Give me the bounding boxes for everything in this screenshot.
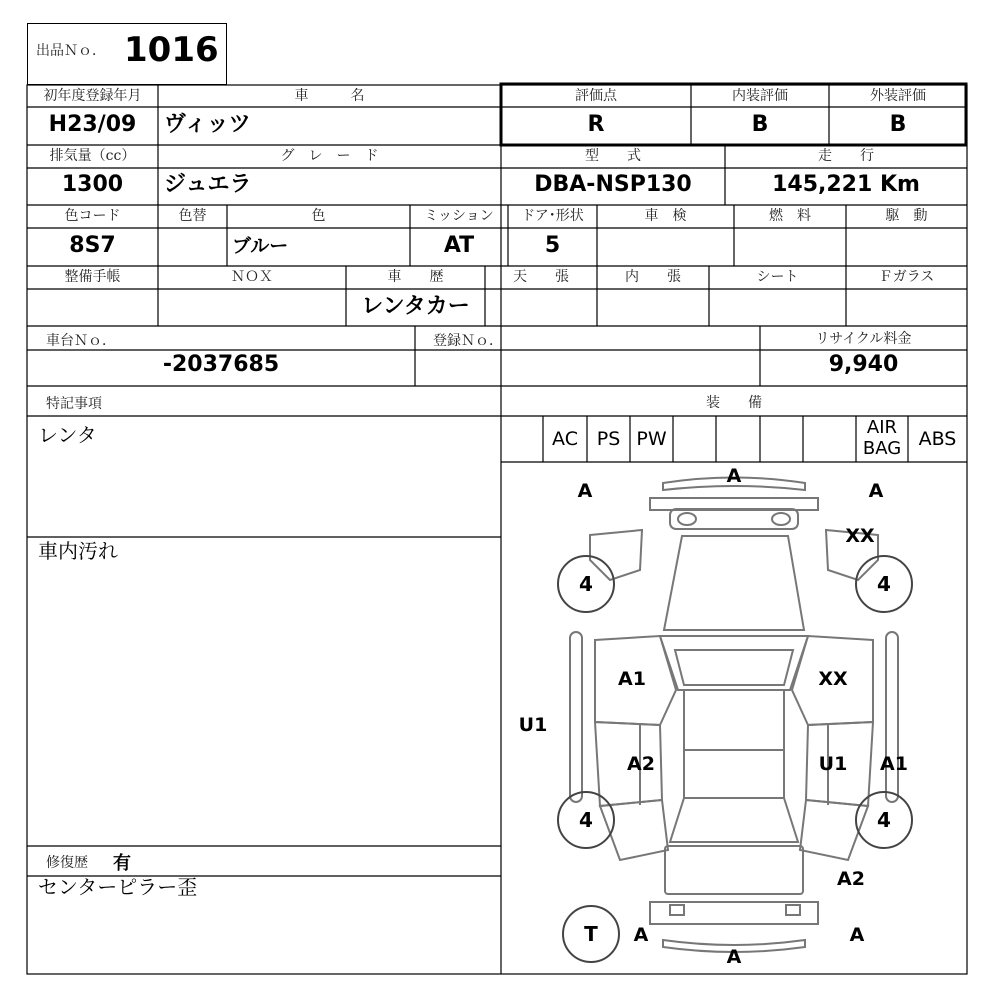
transmission-label: ミッション [424,208,494,224]
seat-label: シート [756,269,799,285]
service-record-label: 整備手帳 [64,269,121,285]
special-note-rental: レンタ [38,423,97,447]
tire-front-left: 4 [557,555,615,613]
drive-label: 駆 動 [885,208,928,224]
equipment-item-airbag: AIR BAG [862,417,902,459]
color-code-label: 色コード [64,208,121,224]
ceiling-label: 天 張 [513,269,569,285]
car-name-value: ヴィッツ [164,112,251,137]
first-registration-label: 初年度登録年月 [43,88,142,104]
model-value: DBA-NSP130 [534,172,692,197]
damage-mark-right-rear-quarter: A2 [837,868,865,890]
repair-history-value: 有 [113,853,131,874]
equipment-item-ps: PS [596,428,621,450]
damage-mark-rear-center: A [726,946,742,968]
damage-mark-left-rear-door: A2 [627,753,655,775]
damage-mark-rear-left: A [633,924,649,946]
nox-label: ＮＯＸ [231,269,273,285]
score-value: R [587,112,605,137]
interior-rating-value: B [751,112,769,137]
tire-rear-right: 4 [855,791,913,849]
exterior-rating-label: 外装評価 [870,88,926,104]
color-label: 色 [311,208,326,224]
tire-rear-left: 4 [557,791,615,849]
displacement-value: 1300 [61,172,124,197]
interior-rating-label: 内装評価 [732,88,788,104]
damage-mark-rear-right: A [849,924,865,946]
first-registration-value: H23/09 [48,112,137,137]
damage-mark-right-front-fender: XX [845,525,875,547]
car-name-label: 車 名 [294,88,365,104]
equipment-item-pw: PW [636,428,667,450]
model-label: 型 式 [585,148,641,164]
tire-front-right: 4 [855,555,913,613]
damage-mark-front-center: A [726,465,742,487]
mileage-label: 走 行 [818,148,874,164]
damage-mark-front-right: A [868,480,884,502]
transmission-value: AT [443,233,475,258]
repair-history-label: 修復歴 [46,855,88,871]
color-code-value: 8S7 [69,233,116,258]
recycle-fee-value: 9,940 [828,352,899,377]
spare-tire: T [562,905,620,963]
inspection-label: 車 検 [644,208,687,224]
recycle-fee-label: リサイクル料金 [815,331,912,347]
damage-mark-right-sill: U1 [818,753,848,775]
repair-note: センターピラー歪 [38,875,198,899]
damage-mark-right-rear-door: A1 [880,753,908,775]
fuel-label: 燃 料 [769,208,811,224]
equipment-item-ac: AC [552,428,578,450]
special-note-interior-dirt: 車内汚れ [38,539,118,563]
exterior-rating-value: B [889,112,907,137]
displacement-label: 排気量（cc） [49,148,136,164]
repaint-label: 色替 [178,208,207,224]
grade-value: ジュエラ [164,172,252,197]
equipment-label: 装 備 [706,395,762,411]
car-diagram [501,462,967,974]
damage-mark-left-front-door: A1 [618,668,646,690]
score-label: 評価点 [575,88,617,104]
lot-number-value: 1016 [124,30,219,70]
color-value: ブルー [232,235,289,257]
chassis-number-value: -2037685 [162,352,280,377]
grade-label: グ レ ー ド [280,148,379,164]
registration-number-label: 登録Ｎｏ． [433,333,503,349]
damage-mark-front-left: A [577,480,593,502]
mileage-value: 145,221 Km [772,172,920,197]
vehicle-history-value: レンタカー [361,294,470,319]
front-glass-label: Ｆガラス [878,269,935,285]
lot-number-label: 出品Ｎｏ． [36,43,106,59]
chassis-number-label: 車台Ｎｏ． [46,333,116,349]
inner-trim-label: 内 張 [625,269,681,285]
equipment-item-abs: ABS [918,428,957,450]
damage-mark-right-front-door: XX [818,668,848,690]
vehicle-history-label: 車 歴 [387,269,444,285]
doors-label: ドア･形状 [521,208,584,224]
damage-mark-left-sill: U1 [518,714,548,736]
special-notes-label: 特記事項 [46,396,102,412]
doors-value: 5 [544,233,561,258]
